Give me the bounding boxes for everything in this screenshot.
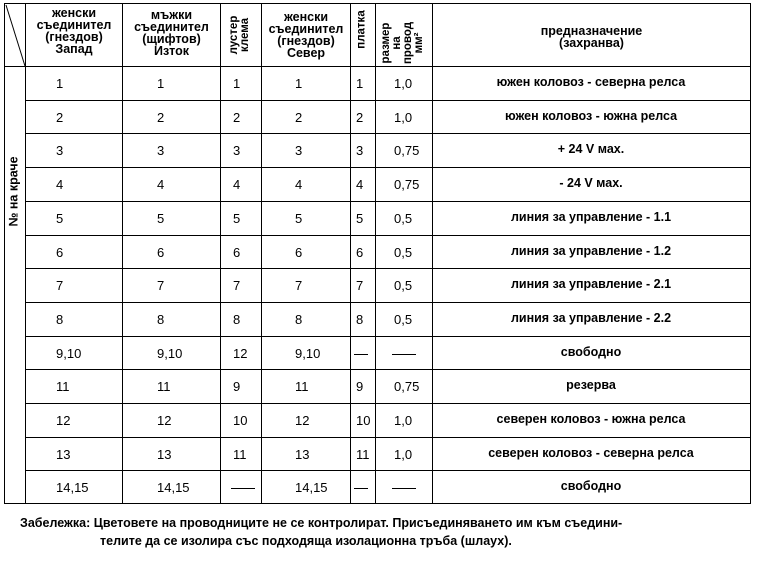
cell-east: 12 [157, 413, 172, 428]
cell-luster: 9 [233, 379, 241, 394]
header-female-north-line: съединител [268, 22, 344, 36]
cell-west: 6 [56, 245, 64, 260]
cell-north: 6 [295, 245, 303, 260]
header-male-east [123, 9, 220, 57]
cell-west: 7 [56, 278, 64, 293]
cell-size: 1,0 [394, 76, 413, 91]
cell-size: 1,0 [394, 413, 413, 428]
cell-west: 11 [56, 379, 70, 394]
cell-west: 3 [56, 143, 64, 158]
cell-east: 9,10 [157, 346, 183, 361]
header-male-east-line: (щифтов) [142, 32, 201, 46]
header-wire-size-line: на [391, 36, 403, 50]
cell-board-dash [354, 354, 368, 355]
cell-luster: 3 [233, 143, 241, 158]
cell-board: 8 [356, 312, 364, 327]
table-border-bottom [4, 503, 751, 504]
cell-north: 2 [295, 110, 303, 125]
cell-purpose: линия за управление - 2.1 [510, 277, 672, 291]
row-divider [25, 302, 751, 303]
header-female-north-line: Север [286, 46, 326, 60]
cell-luster: 8 [233, 312, 241, 327]
cell-north: 3 [295, 143, 303, 158]
header-female-north-line: (гнездов) [277, 34, 335, 48]
cell-board: 4 [356, 177, 364, 192]
header-female-north-line: женски [283, 10, 329, 24]
header-wire-size-line: размер [380, 22, 392, 64]
cell-east: 3 [157, 143, 165, 158]
header-male-east-line: Изток [153, 44, 190, 58]
cell-size: 0,5 [394, 245, 413, 260]
cell-board: 1 [356, 76, 364, 91]
cell-luster: 4 [233, 177, 241, 192]
header-wire-size-line: провод [402, 21, 414, 65]
cell-west: 13 [56, 447, 71, 462]
header-purpose [433, 25, 750, 49]
header-female-west-line: Запад [55, 42, 93, 56]
connector-table [4, 3, 754, 505]
column-divider [4, 3, 5, 503]
cell-board: 11 [356, 447, 370, 462]
row-divider [25, 201, 751, 202]
cell-luster: 7 [233, 278, 241, 293]
header-female-west-line: (гнездов) [45, 30, 103, 44]
cell-west: 9,10 [56, 346, 82, 361]
cell-north: 9,10 [295, 346, 321, 361]
row-divider [25, 133, 751, 134]
cell-north: 12 [295, 413, 310, 428]
header-leg-no: № на краче [6, 156, 21, 227]
cell-purpose: северен коловоз - южна релса [496, 412, 686, 426]
cell-west: 2 [56, 110, 64, 125]
header-male-east-line: мъжки [150, 8, 193, 22]
cell-size: 0,5 [394, 211, 413, 226]
header-luster-line: лустер [228, 15, 240, 55]
cell-luster: 1 [233, 76, 241, 91]
note-line-1: Забележка: Цветовете на проводниците не се контролират. Присъединяването им към съедини- [20, 516, 623, 530]
header-luster [229, 0, 251, 75]
cell-luster: 2 [233, 110, 241, 125]
row-divider [25, 100, 751, 101]
cell-north: 5 [295, 211, 303, 226]
cell-purpose: резерва [566, 378, 616, 392]
cell-west: 14,15 [56, 480, 89, 495]
cell-purpose: + 24 V мах. [557, 142, 625, 156]
cell-west: 8 [56, 312, 64, 327]
table-border-top [4, 3, 751, 4]
row-divider [25, 470, 751, 471]
cell-north: 13 [295, 447, 310, 462]
cell-west: 1 [56, 76, 64, 91]
cell-west: 5 [56, 211, 64, 226]
cell-east: 2 [157, 110, 165, 125]
column-divider [350, 3, 351, 503]
header-female-north [262, 11, 350, 59]
cell-east: 13 [157, 447, 172, 462]
cell-east: 14,15 [157, 480, 190, 495]
header-board-line: платка [355, 10, 368, 49]
cell-luster: 10 [233, 413, 248, 428]
cell-east: 11 [157, 379, 171, 394]
header-purpose-line: (захранва) [559, 36, 624, 50]
header-board [357, 0, 368, 70]
cell-purpose: южен коловоз - северна релса [496, 75, 686, 89]
cell-luster: 6 [233, 245, 241, 260]
cell-size-dash [392, 354, 416, 355]
cell-board: 6 [356, 245, 364, 260]
cell-west: 12 [56, 413, 71, 428]
cell-purpose: линия за управление - 1.2 [510, 244, 672, 258]
header-female-west-line: женски [51, 6, 97, 20]
row-divider [25, 369, 751, 370]
header-female-west [26, 7, 122, 55]
note-line-2: телите да се изолира със подходяща изолационна тръба (шлаух). [100, 534, 512, 548]
column-divider [432, 3, 433, 503]
cell-west: 4 [56, 177, 64, 192]
cell-north: 14,15 [295, 480, 328, 495]
header-wire-size [381, 3, 425, 83]
column-divider [261, 3, 262, 503]
cell-size: 0,75 [394, 143, 420, 158]
cell-size: 0,75 [394, 177, 420, 192]
cell-board-dash [354, 488, 368, 489]
cell-north: 11 [295, 379, 309, 394]
cell-east: 4 [157, 177, 165, 192]
cell-purpose: южен коловоз - южна релса [504, 109, 678, 123]
cell-board: 3 [356, 143, 364, 158]
header-wire-size-line: мм² [413, 32, 425, 54]
cell-north: 8 [295, 312, 303, 327]
cell-purpose: свободно [560, 345, 622, 359]
header-divider [4, 66, 751, 67]
cell-purpose: линия за управление - 1.1 [510, 210, 672, 224]
cell-board: 5 [356, 211, 364, 226]
cell-north: 1 [295, 76, 303, 91]
cell-east: 8 [157, 312, 165, 327]
header-female-west-line: съединител [36, 18, 112, 32]
cell-board: 2 [356, 110, 364, 125]
cell-size: 1,0 [394, 110, 413, 125]
cell-purpose: - 24 V мах. [559, 176, 623, 190]
cell-size: 0,75 [394, 379, 420, 394]
column-divider [220, 3, 221, 503]
cell-east: 7 [157, 278, 165, 293]
header-luster-line: клема [239, 17, 251, 53]
cell-north: 4 [295, 177, 303, 192]
cell-size: 1,0 [394, 447, 413, 462]
row-divider [25, 167, 751, 168]
column-divider [750, 3, 751, 503]
cell-east: 1 [157, 76, 165, 91]
cell-size: 0,5 [394, 312, 413, 327]
cell-luster-dash [231, 488, 255, 489]
cell-board: 7 [356, 278, 364, 293]
cell-luster: 12 [233, 346, 248, 361]
cell-purpose: северен коловоз - северна релса [488, 446, 694, 460]
column-divider [375, 3, 376, 503]
cell-luster: 11 [233, 447, 247, 462]
cell-east: 6 [157, 245, 165, 260]
cell-purpose: свободно [560, 479, 622, 493]
column-divider [25, 3, 26, 503]
row-divider [25, 235, 751, 236]
cell-luster: 5 [233, 211, 241, 226]
header-purpose-line: предназначение [540, 24, 643, 38]
cell-size-dash [392, 488, 416, 489]
cell-purpose: линия за управление - 2.2 [510, 311, 672, 325]
cell-east: 5 [157, 211, 165, 226]
cell-board: 9 [356, 379, 364, 394]
corner-diagonal [4, 3, 25, 66]
row-divider [25, 437, 751, 438]
column-divider [122, 3, 123, 503]
row-divider [25, 403, 751, 404]
cell-board: 10 [356, 413, 371, 428]
cell-north: 7 [295, 278, 303, 293]
row-divider [25, 336, 751, 337]
row-divider [25, 268, 751, 269]
cell-size: 0,5 [394, 278, 413, 293]
header-male-east-line: съединител [134, 20, 209, 34]
